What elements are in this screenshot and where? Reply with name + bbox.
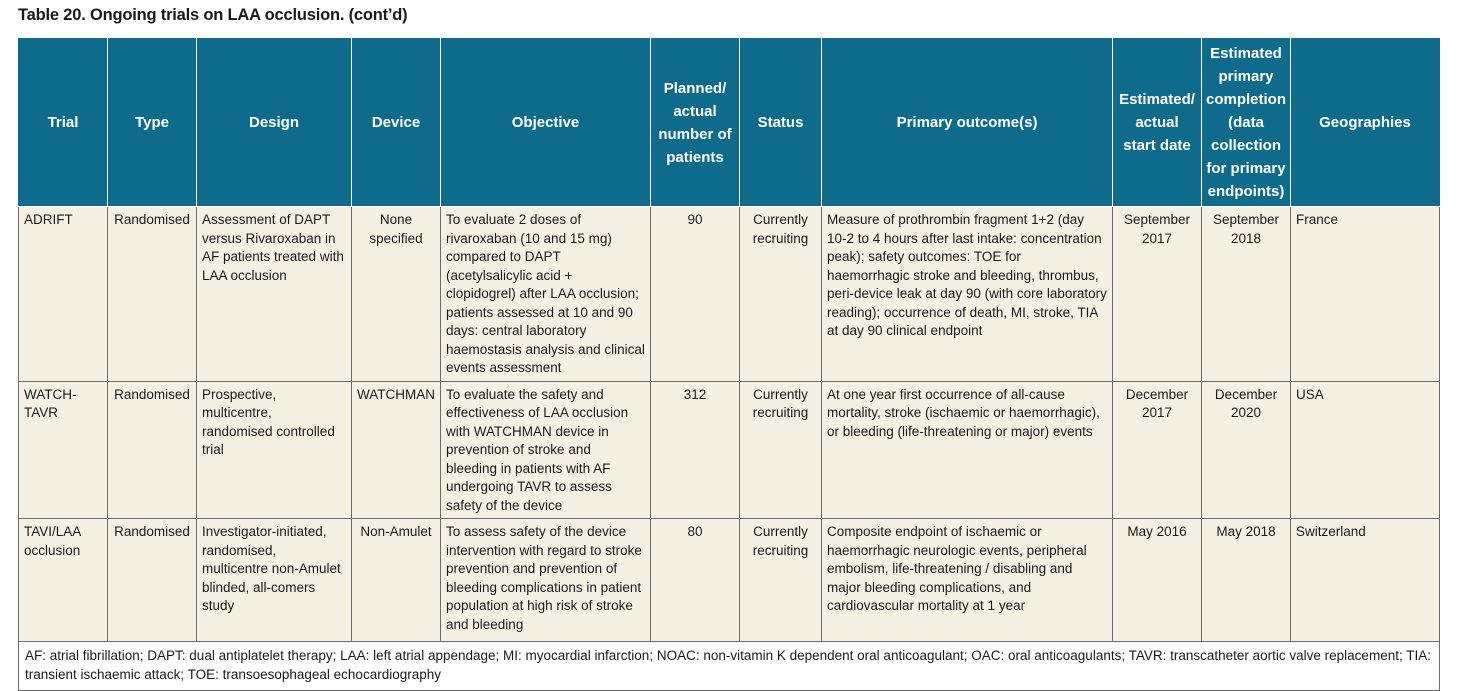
cell-type: Randomised: [108, 207, 197, 382]
column-header-device: Device: [352, 39, 441, 207]
cell-patients: 90: [651, 207, 740, 382]
table-row: [19, 381, 1440, 519]
trials-table: [18, 38, 1440, 691]
cell-completion: December 2020: [1202, 381, 1291, 519]
column-header-status: Status: [740, 39, 822, 207]
cell-objective: To evaluate 2 doses of rivaroxaban (10 and 15 mg) compared to DAPT (acetylsalicylic acid + clopidogrel) after LAA occlusion; patients assessed at 10 and 90 days: central laboratory haemostasis analysis and clinical events assessment: [441, 207, 651, 382]
cell-objective: To evaluate the safety and effectiveness of LAA occlusion with WATCHMAN device in prevention of stroke and bleeding in patients with AF undergoing TAVR to assess safety of the device: [441, 381, 651, 519]
cell-device: None specified: [352, 207, 441, 382]
cell-start-date: December 2017: [1113, 381, 1202, 519]
column-header-trial: Trial: [19, 39, 108, 207]
footnote-row: [19, 642, 1440, 691]
cell-device: WATCHMAN: [352, 381, 441, 519]
column-header-type: Type: [108, 39, 197, 207]
cell-status: Currently recruiting: [740, 519, 822, 642]
cell-patients: 80: [651, 519, 740, 642]
table-title: Table 20. Ongoing trials on LAA occlusion. (cont’d): [18, 6, 408, 24]
cell-design: Prospective, multicentre, randomised controlled trial: [197, 381, 352, 519]
column-header-objective: Objective: [441, 39, 651, 207]
column-header-geographies: Geographies: [1291, 39, 1440, 207]
cell-outcome: Composite endpoint of ischaemic or haemorrhagic neurologic events, peripheral embolism, life-threatening / disabling and major bleeding complications, and cardiovascular mortality at 1 year: [822, 519, 1113, 642]
column-header-design: Design: [197, 39, 352, 207]
cell-completion: May 2018: [1202, 519, 1291, 642]
cell-objective: To assess safety of the device intervention with regard to stroke prevention and prevention of bleeding complications in patient population at high risk of stroke and bleeding: [441, 519, 651, 642]
cell-start-date: May 2016: [1113, 519, 1202, 642]
cell-device: Non-Amulet: [352, 519, 441, 642]
header-row: [19, 39, 1440, 207]
cell-type: Randomised: [108, 519, 197, 642]
cell-outcome: At one year first occurrence of all-cause mortality, stroke (ischaemic or haemorrhagic), or bleeding (life-threatening or major) events: [822, 381, 1113, 519]
cell-outcome: Measure of prothrombin fragment 1+2 (day 10-2 to 4 hours after last intake: concentration peak); safety outcomes: TOE for haemorrhagic stroke and bleeding, thrombus, peri-device leak at day 90 (with core laboratory reading); occurrence of death, MI, stroke, TIA at day 90 clinical endpoint: [822, 207, 1113, 382]
table-row: [19, 519, 1440, 642]
table-row: [19, 207, 1440, 382]
cell-status: Currently recruiting: [740, 381, 822, 519]
column-header-start-date: Estimated/ actual start date: [1113, 39, 1202, 207]
cell-geographies: Switzerland: [1291, 519, 1440, 642]
column-header-completion: Estimated primary completion (data collection for primary endpoints): [1202, 39, 1291, 207]
cell-completion: September 2018: [1202, 207, 1291, 382]
cell-design: Assessment of DAPT versus Rivaroxaban in AF patients treated with LAA occlusion: [197, 207, 352, 382]
column-header-outcome: Primary outcome(s): [822, 39, 1113, 207]
cell-geographies: France: [1291, 207, 1440, 382]
column-header-patients: Planned/ actual number of patients: [651, 39, 740, 207]
cell-geographies: USA: [1291, 381, 1440, 519]
cell-status: Currently recruiting: [740, 207, 822, 382]
cell-patients: 312: [651, 381, 740, 519]
cell-start-date: September 2017: [1113, 207, 1202, 382]
cell-type: Randomised: [108, 381, 197, 519]
cell-trial: TAVI/LAA occlusion: [19, 519, 108, 642]
cell-trial: ADRIFT: [19, 207, 108, 382]
cell-trial: WATCH-TAVR: [19, 381, 108, 519]
cell-design: Investigator-initiated, randomised, multicentre non-Amulet blinded, all-comers study: [197, 519, 352, 642]
table-footnote: AF: atrial fibrillation; DAPT: dual antiplatelet therapy; LAA: left atrial appendage; MI: myocardial infarction; NOAC: non-vitamin K dependent oral anticoagulant; OAC: oral anticoagulants; TAVR: transcatheter aortic valve replacement; TIA: transient ischaemic attack; TOE: transoesophageal echocardiography: [19, 642, 1440, 691]
